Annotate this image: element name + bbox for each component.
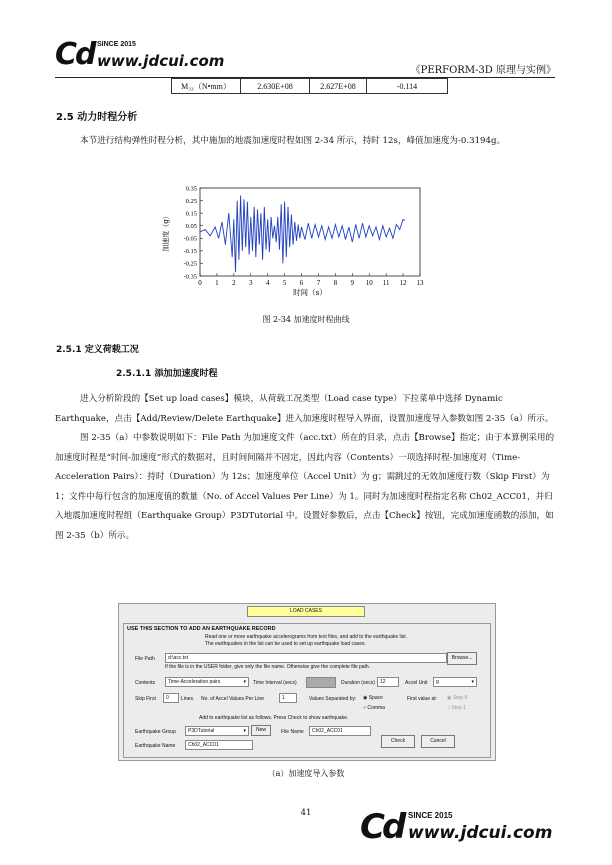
first-value-label: First value at: <box>407 696 438 702</box>
y-tick-label: 0.15 <box>185 210 197 218</box>
y-tick-label: -0.15 <box>183 248 197 256</box>
logo-since: SINCE 2015 <box>97 41 136 48</box>
x-tick-label: 12 <box>399 279 407 287</box>
table-row <box>172 79 448 94</box>
browse-button[interactable]: Browse... <box>447 652 477 665</box>
file-hint: If the file is in the USER folder, give only the file name. Otherwise give the complete file path. <box>165 664 371 670</box>
dialog-intro-1: Read one or more earthquake accelerograms from text files, and add to the earthquake list. <box>205 634 408 640</box>
chevron-down-icon: ▾ <box>243 728 246 734</box>
values-per-line-label: No. of Accel Values Per Line <box>201 696 264 702</box>
section-heading: 2.5 动力时程分析 <box>56 112 138 123</box>
intro-text: 本节进行结构弹性时程分析，其中施加的地震加速度时程如图 2-34 所示，持时 12s，峰值加速度为-0.3194g。 <box>80 136 506 146</box>
page-number: 41 <box>300 808 312 818</box>
subsubsection-heading: 2.5.1.1 添加加速度时程 <box>116 369 218 379</box>
eq-group-select[interactable] <box>185 726 249 736</box>
cancel-button[interactable]: Cancel <box>421 735 455 748</box>
x-tick-label: 10 <box>365 279 373 287</box>
sep-space-label: Space <box>368 695 383 701</box>
accel-unit-value: g <box>436 679 439 685</box>
paragraph-2: 图 2-35（a）中参数说明如下：File Path 为加速度文件（acc.txt）所在的目录，点击【Browse】指定；由于本算例采用的加速度时程是“时间-加速度”形式的数据对，且时间间隔并不固定，因此内容（Contents）一项选择时程-加速度对（Time-Acceleration Pairs）：持时（Duration）为 12s；加速度单位（Accel Unit）为 g；需跳过的无效加速度行数（Skip First）为 1；文件中每行包含的加速度值的数量（No. of Accel Values Per Line）为 1。同时为加速度时程指定名称 Ch02_ACC01，并归入地震加速度时程组（Earthquake Group）P3DTutorial 中。设置好参数后，点击【Check】按钮，完成加速度函数的添加，如图 2-35（b）所示。 <box>55 433 555 541</box>
x-tick-label: 13 <box>416 279 424 287</box>
paragraph-1: 进入分析阶段的【Set up load cases】模块，从荷载工况类型（Load case type）下拉菜单中选择 Dynamic Earthquake，点击【Add/Review/Delete Earthquake】进入加速度时程导入界面，设置加速度导入参数如图 2-35（a）所示。 <box>55 394 554 424</box>
separated-label: Values Separated by: <box>309 696 357 702</box>
x-tick-label: 5 <box>282 279 287 287</box>
header-logo <box>55 38 225 74</box>
sep-comma-radio[interactable] <box>363 705 385 711</box>
acceleration-series-line <box>200 196 405 273</box>
x-tick-label: 1 <box>215 279 219 287</box>
x-axis-label: 时间（s） <box>293 288 327 297</box>
skip-first-input[interactable]: 0 <box>163 693 179 703</box>
figure-caption: 图 2-34 加速度时程曲线 <box>262 315 350 324</box>
skip-first-label: Skip First <box>135 696 156 702</box>
table-cell-label: M₃₃（N•mm） <box>172 79 241 94</box>
x-tick-label: 11 <box>382 279 390 287</box>
contents-value: Time-Acceleration pairs <box>168 679 221 685</box>
contents-label: Contents <box>135 680 156 686</box>
x-tick-label: 8 <box>333 279 338 287</box>
accel-unit-select[interactable] <box>433 677 477 687</box>
footer-logo <box>360 808 560 848</box>
dialog-tab[interactable]: LOAD CASES <box>247 606 365 617</box>
eq-name-input[interactable]: Ch02_ACC01 <box>185 740 253 750</box>
logo-url: www.jdcui.com <box>408 823 553 843</box>
y-tick-label: -0.25 <box>183 260 197 268</box>
dialog-section-title: USE THIS SECTION TO ADD AN EARTHQUAKE RECORD <box>127 626 276 632</box>
radio-selected-icon: ◉ <box>363 695 368 701</box>
y-tick-label: 0.35 <box>185 185 197 193</box>
radio-icon: ○ <box>447 705 451 711</box>
y-axis-label: 加速度（g） <box>162 212 170 252</box>
load-cases-dialog <box>118 603 496 761</box>
radio-icon: ◉ <box>447 695 452 701</box>
duration-label: Duration (secs) <box>341 680 375 686</box>
logo-mark-d: d <box>75 37 97 72</box>
table-cell-v1: 2.630E+08 <box>241 79 310 94</box>
file-path-label: File Path <box>135 656 155 662</box>
results-table <box>171 78 448 94</box>
add-hint: Add to earthquake list as follows. Press Check to show earthquake. <box>199 715 349 721</box>
y-tick-label: -0.35 <box>183 273 197 281</box>
step1-label: Step 1 <box>451 705 466 711</box>
check-button[interactable]: Check <box>381 735 415 748</box>
eq-group-value: P3DTutorial <box>188 728 215 734</box>
lines-label: Lines. <box>181 696 195 702</box>
logo-url: www.jdcui.com <box>97 52 225 70</box>
logo-mark: C <box>360 807 385 847</box>
x-tick-label: 2 <box>232 279 236 287</box>
time-interval-input <box>306 677 336 688</box>
eq-group-label: Earthquake Group <box>135 729 176 735</box>
time-interval-label: Time Interval (secs) <box>253 680 297 686</box>
logo-mark: C <box>55 37 78 72</box>
x-tick-label: 3 <box>249 279 253 287</box>
figure-caption: （a）加速度导入参数 <box>267 769 345 778</box>
file-path-input[interactable]: d:\acc.txt <box>165 653 447 663</box>
logo-mark-d: d <box>382 807 407 847</box>
duration-input[interactable]: 12 <box>377 677 399 687</box>
subsection-heading: 2.5.1 定义荷载工况 <box>56 345 139 355</box>
sep-comma-label: Comma <box>367 705 385 711</box>
x-tick-label: 0 <box>198 279 202 287</box>
logo-since: SINCE 2015 <box>408 811 453 820</box>
y-tick-label: 0.05 <box>185 223 197 231</box>
body-text <box>55 390 557 546</box>
radio-icon: ○ <box>363 705 367 711</box>
sep-space-radio[interactable] <box>363 695 383 701</box>
step0-label: Step 0 <box>452 695 468 701</box>
step0-radio[interactable] <box>447 695 467 701</box>
x-tick-label: 7 <box>316 279 321 287</box>
y-tick-label: -0.05 <box>183 235 197 243</box>
x-tick-label: 9 <box>350 279 355 287</box>
acceleration-chart <box>150 180 430 310</box>
chevron-down-icon: ▾ <box>471 679 474 685</box>
book-title: 《PERFORM-3D 原理与实例》 <box>410 65 556 76</box>
file-name-label: File Name <box>281 729 304 735</box>
values-per-line-input[interactable]: 1 <box>279 693 297 703</box>
eq-name-label: Earthquake Name <box>135 743 176 749</box>
file-name-input[interactable]: Ch02_ACC01 <box>309 726 371 736</box>
accel-unit-label: Accel Unit <box>405 680 428 686</box>
contents-select[interactable] <box>165 677 249 687</box>
y-tick-label: 0.25 <box>185 197 197 205</box>
section-intro <box>55 132 557 152</box>
step1-radio[interactable] <box>447 705 466 711</box>
chevron-down-icon: ▾ <box>243 679 246 685</box>
table-cell-v3: -0.114 <box>367 79 448 94</box>
dialog-intro-2: The earthquakes in the list can be used to set up earthquake load cases. <box>205 641 366 647</box>
x-tick-label: 6 <box>299 279 304 287</box>
new-group-button[interactable]: New <box>251 725 271 736</box>
x-tick-label: 4 <box>265 279 270 287</box>
table-cell-v2: 2.627E+08 <box>310 79 367 94</box>
